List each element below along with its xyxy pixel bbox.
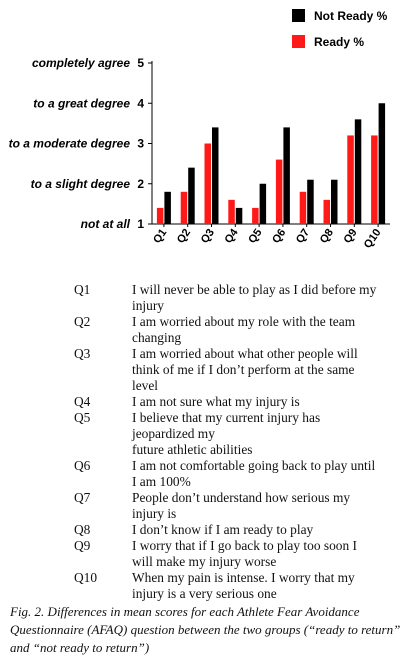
- bar-ready: [181, 192, 188, 224]
- question-row: [74, 314, 394, 346]
- bar-not-ready: [379, 103, 386, 224]
- x-tick-label: Q9: [341, 226, 360, 246]
- question-text-line: I am not comfortable going back to play until: [132, 458, 376, 473]
- x-tick-label: Q3: [198, 226, 217, 246]
- x-tick-label: Q6: [270, 226, 289, 246]
- question-text: [132, 522, 394, 538]
- bar-ready: [371, 135, 378, 224]
- x-tick-label: Q4: [222, 226, 241, 246]
- bar-ready: [324, 200, 331, 224]
- x-tick-label: Q7: [293, 226, 313, 246]
- bar-ready: [300, 192, 307, 224]
- legend-label: Ready %: [314, 35, 365, 49]
- bar-ready: [228, 200, 235, 224]
- question-text-line: I am not sure what my injury is: [132, 394, 300, 409]
- bar-ready: [252, 208, 259, 224]
- question-id: Q1: [74, 282, 91, 297]
- bar-not-ready: [212, 127, 219, 224]
- question-row: [74, 394, 394, 410]
- y-tick-label: 1: [137, 217, 144, 231]
- legend-swatch: [292, 35, 305, 48]
- bar-not-ready: [260, 184, 267, 224]
- question-text: [132, 410, 394, 458]
- bar-not-ready: [307, 180, 314, 224]
- y-tick-label: 5: [137, 56, 144, 70]
- question-row: [74, 458, 394, 490]
- y-category-label: to a great degree: [33, 96, 130, 111]
- question-id: Q6: [74, 458, 91, 473]
- question-text-line: I am worried about my role with the team: [132, 314, 356, 329]
- x-tick-label: Q10: [361, 226, 384, 251]
- y-category-label: completely agree: [31, 56, 130, 70]
- x-tick-label: Q2: [174, 226, 194, 246]
- question-id: Q3: [74, 346, 91, 361]
- question-text-line: I am worried about what other people will: [132, 346, 358, 361]
- question-text-line: When my pain is intense. I worry that my: [132, 570, 355, 585]
- question-text-line: future athletic abilities: [132, 442, 253, 457]
- question-id: Q9: [74, 538, 91, 553]
- bar-not-ready: [236, 208, 243, 224]
- question-id: Q4: [74, 394, 91, 409]
- bar-ready: [205, 144, 212, 225]
- question-row: [74, 346, 394, 394]
- question-row: [74, 538, 394, 570]
- question-text: [132, 490, 394, 522]
- question-row: [74, 522, 394, 538]
- question-text-line: will make my injury worse: [132, 554, 277, 569]
- bar-not-ready: [164, 192, 171, 224]
- x-tick-label: Q5: [246, 226, 265, 246]
- question-id: Q2: [74, 314, 91, 329]
- question-text-line: I will never be able to play as I did before my: [132, 282, 377, 297]
- question-text-line: injury is a very serious one: [132, 586, 277, 601]
- y-tick-label: 2: [137, 176, 144, 191]
- question-text-line: think of me if I don’t perform at the same: [132, 362, 355, 377]
- legend-label: Not Ready %: [314, 9, 388, 23]
- question-text: [132, 570, 394, 602]
- figure-caption: Fig. 2. Differences in mean scores for each Athlete Fear Avoidance Questionnaire (AFAQ) question between the two groups (“ready to return” and “not ready to return”): [10, 604, 401, 655]
- bar-not-ready: [188, 168, 195, 224]
- question-text-line: People don’t understand how serious my: [132, 490, 351, 505]
- question-text-line: changing: [132, 330, 182, 345]
- question-id: Q10: [74, 570, 98, 585]
- x-tick-label: Q1: [151, 226, 170, 246]
- question-table: [74, 282, 394, 602]
- y-category-label: to a slight degree: [30, 176, 130, 191]
- x-tick-label: Q8: [317, 226, 336, 246]
- question-text-line: I am 100%: [132, 474, 191, 489]
- y-category-label: to a moderate degree: [8, 136, 130, 151]
- question-text: [132, 394, 394, 410]
- question-text: [132, 538, 394, 570]
- bar-not-ready: [331, 180, 338, 224]
- question-id: Q7: [74, 490, 91, 505]
- y-category-label: not at all: [80, 217, 130, 231]
- question-text: [132, 282, 394, 314]
- y-tick-label: 4: [137, 96, 144, 111]
- question-text: [132, 346, 394, 394]
- question-id: Q8: [74, 522, 91, 537]
- question-row: [74, 282, 394, 314]
- question-text: [132, 458, 394, 490]
- bar-ready: [276, 160, 283, 224]
- question-id: Q5: [74, 410, 91, 425]
- bar-ready: [347, 135, 354, 224]
- question-row: [74, 570, 394, 602]
- bar-chart: [0, 0, 408, 272]
- y-tick-label: 3: [137, 136, 144, 151]
- question-text-line: jeopardized my: [132, 426, 215, 441]
- bar-ready: [157, 208, 164, 224]
- question-row: [74, 410, 394, 458]
- question-text: [132, 314, 394, 346]
- question-text-line: injury: [132, 298, 164, 313]
- question-text-line: I don’t know if I am ready to play: [132, 522, 314, 537]
- legend-swatch: [292, 9, 305, 22]
- question-text-line: I believe that my current injury has: [132, 410, 321, 425]
- bar-not-ready: [283, 127, 290, 224]
- question-text-line: level: [132, 378, 159, 393]
- question-row: [74, 490, 394, 522]
- bar-not-ready: [355, 119, 362, 224]
- question-text-line: I worry that if I go back to play too soon I: [132, 538, 357, 553]
- question-text-line: injury is: [132, 506, 177, 521]
